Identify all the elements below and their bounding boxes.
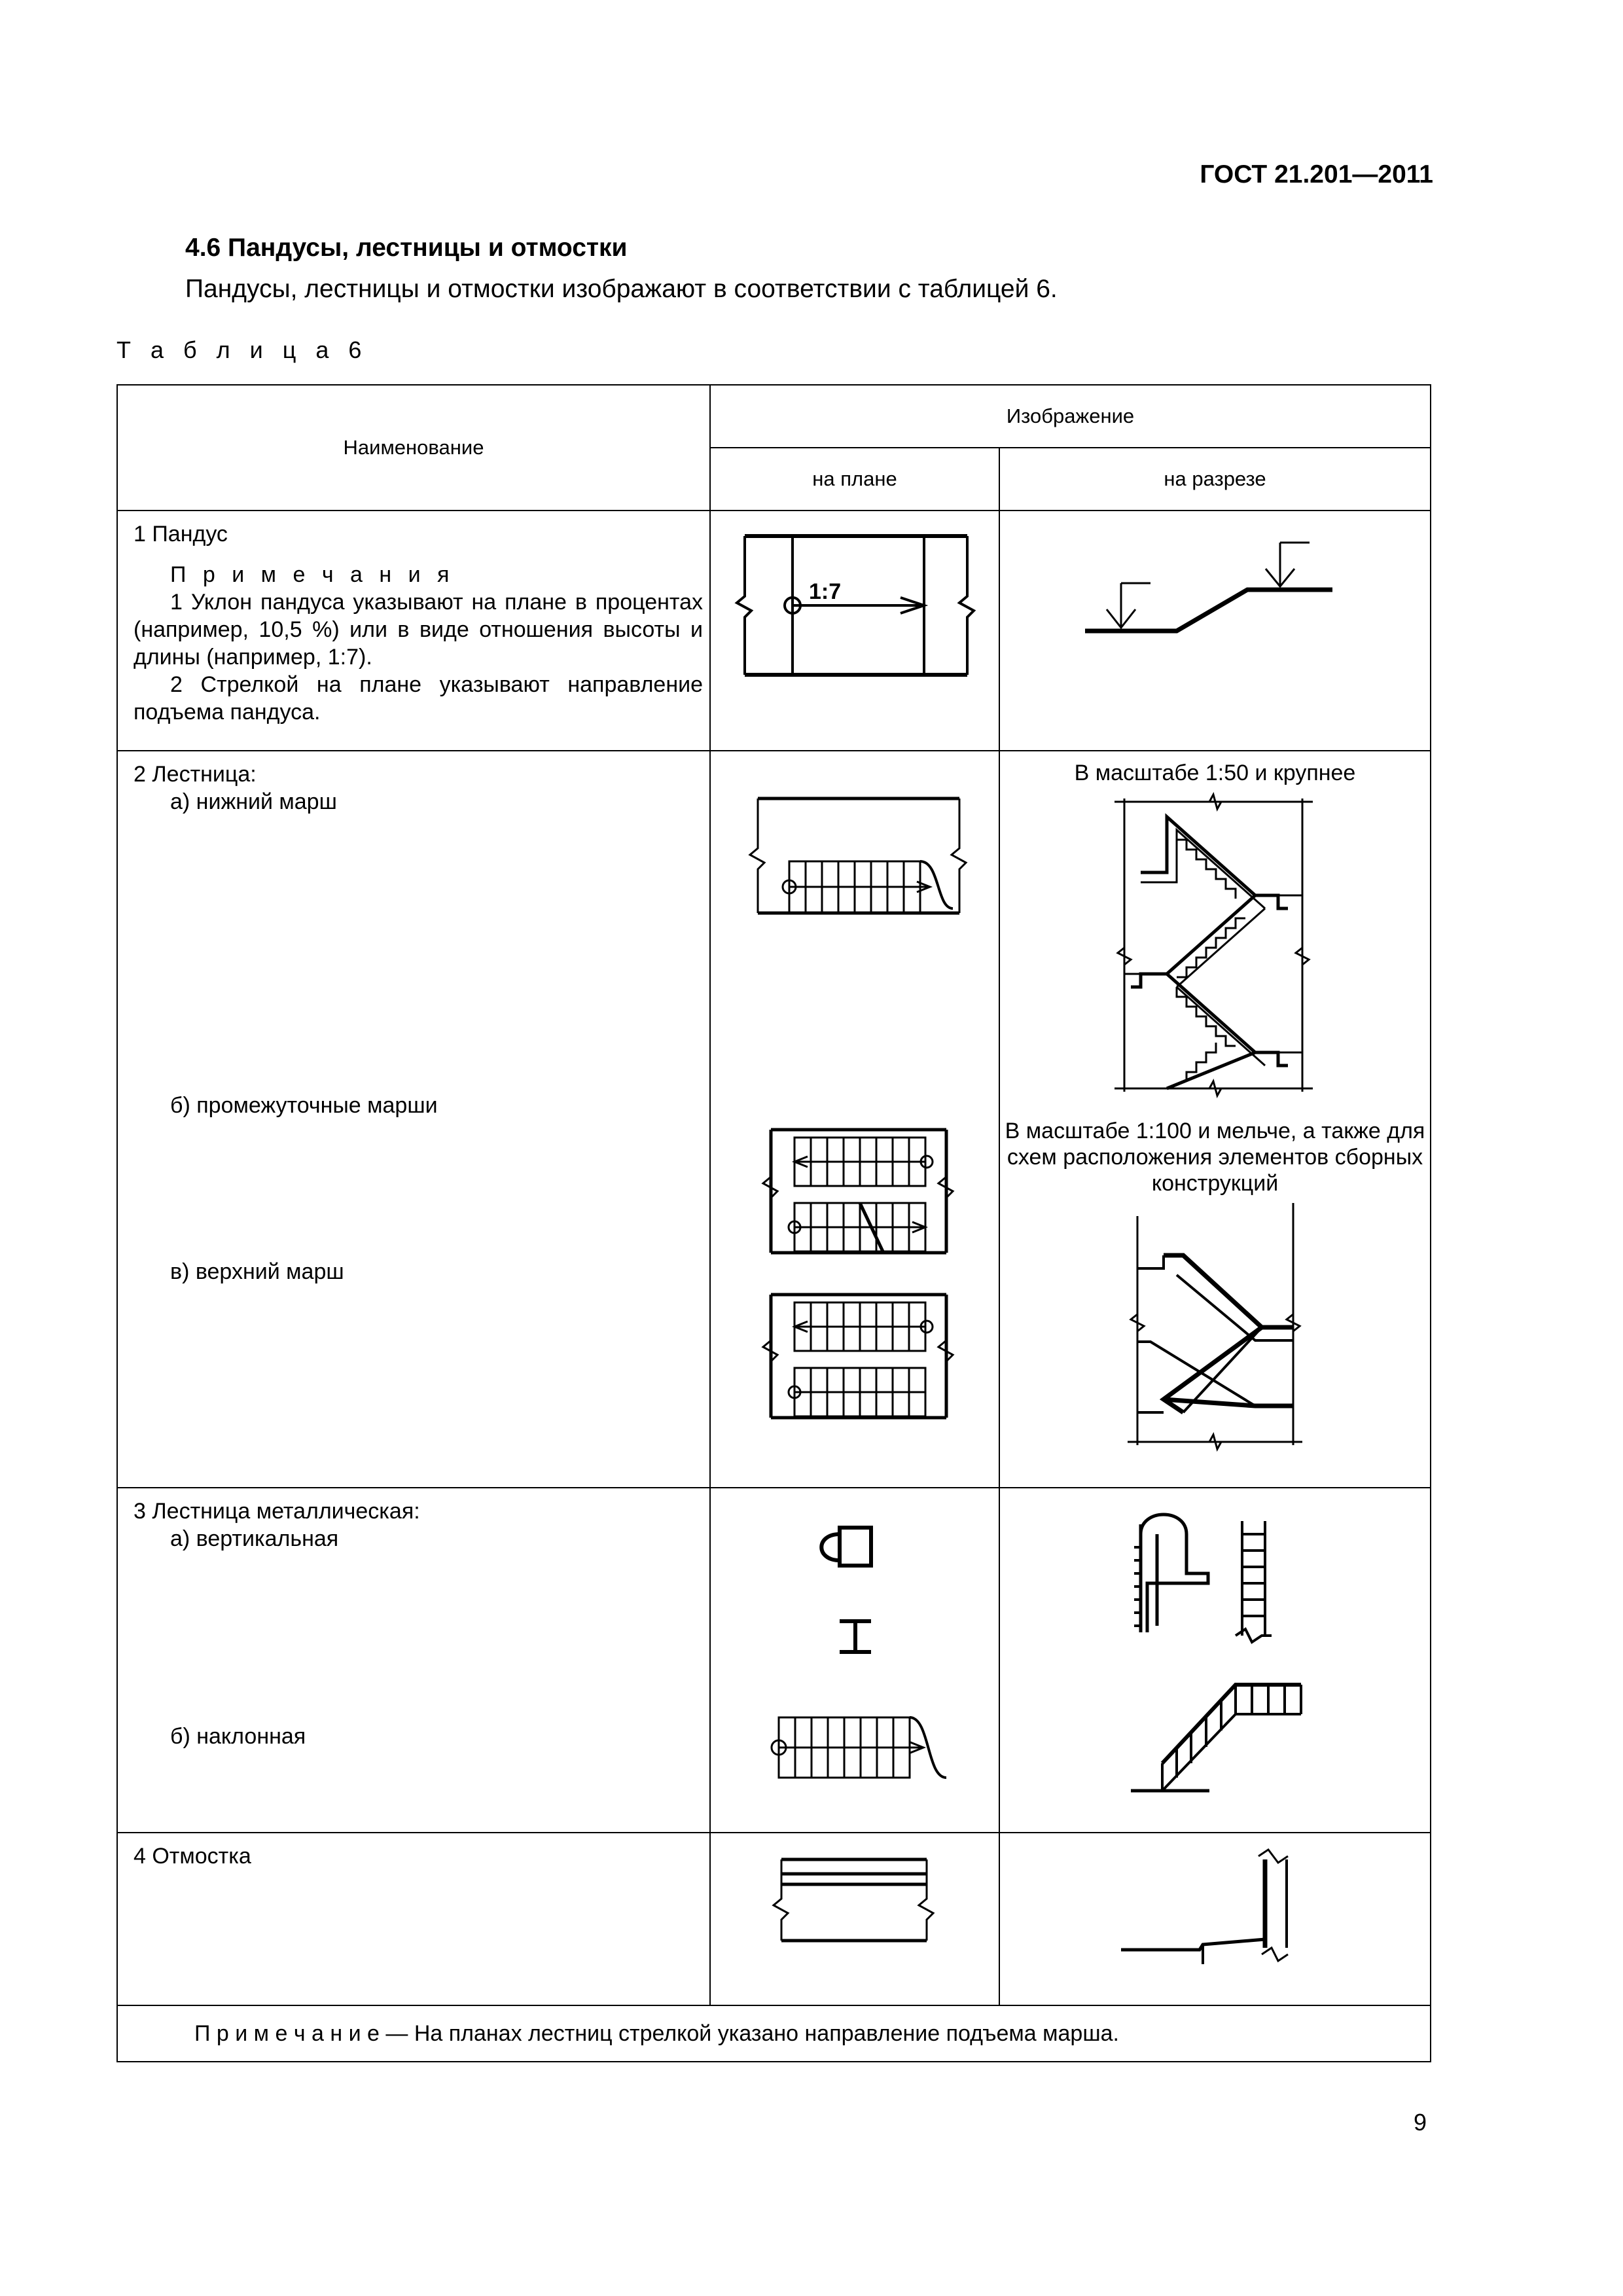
section-title: 4.6 Пандусы, лестницы и отмостки [185, 234, 628, 262]
row-stairs [117, 751, 710, 1488]
stairs-section-cell [999, 751, 1431, 1488]
metal-section-drawing [1000, 1488, 1431, 1833]
table-footnote: П р и м е ч а н и е — На планах лестниц стрелкой указано направление подъема марша. [117, 2005, 1431, 2062]
metal-plan-drawing [711, 1488, 1000, 1833]
header-section: на разрезе [999, 448, 1431, 511]
section-intro: Пандусы, лестницы и отмостки изображают в соответствии с таблицей 6. [185, 275, 1058, 303]
metal-title: 3 Лестница металлическая: [134, 1499, 420, 1524]
page-number: 9 [1413, 2109, 1427, 2136]
blind-plan-drawing [711, 1833, 1000, 2006]
ramp-section-cell [999, 511, 1431, 751]
metal-plan-cell [710, 1488, 999, 1833]
stairs-scale-small: В масштабе 1:100 и мельче, а также для схем расположения элементов сборных конструкций [1005, 1119, 1425, 1196]
header-image: Изображение [710, 385, 1431, 448]
metal-vertical: а) вертикальная [170, 1526, 339, 1551]
ramp-plan-drawing [711, 511, 1000, 751]
symbols-table [116, 384, 1431, 2062]
row-blind [117, 1833, 710, 2005]
ramp-notes-title: П р и м е ч а н и я [170, 562, 455, 587]
row-metal [117, 1488, 710, 1833]
standard-number: ГОСТ 21.201—2011 [1200, 160, 1433, 188]
blind-title: 4 Отмостка [134, 1844, 251, 1869]
blind-plan-cell [710, 1833, 999, 2005]
stairs-plan-cell [710, 751, 999, 1488]
stairs-scale-large: В масштабе 1:50 и крупнее [1074, 761, 1356, 785]
table-caption: Т а б л и ц а 6 [116, 336, 368, 363]
blind-section-drawing [1000, 1833, 1431, 2006]
metal-section-cell [999, 1488, 1431, 1833]
ramp-title: 1 Пандус [134, 522, 228, 547]
stairs-section-drawing [1000, 751, 1431, 1488]
metal-inclined: б) наклонная [170, 1724, 306, 1749]
ramp-plan-cell [710, 511, 999, 751]
stairs-title: 2 Лестница: [134, 762, 257, 787]
stairs-upper: в) верхний марш [170, 1259, 344, 1284]
row-ramp [117, 511, 710, 751]
stairs-plan-drawing [711, 751, 1000, 1488]
ramp-note-1: 1 Уклон пандуса указывают на плане в процентах (например, 10,5 %) или в виде отношения высоты и длины (например, 1:7). [134, 590, 703, 670]
ramp-section-drawing [1000, 511, 1431, 751]
blind-section-cell [999, 1833, 1431, 2005]
stairs-lower: а) нижний марш [170, 789, 337, 814]
stairs-middle: б) промежуточные марши [170, 1093, 438, 1118]
header-name: Наименование [117, 385, 710, 511]
ramp-note-2: 2 Стрелкой на плане указывают направление подъема пандуса. [134, 672, 703, 725]
header-plan: на плане [710, 448, 999, 511]
ramp-slope-label: 1:7 [809, 579, 842, 604]
